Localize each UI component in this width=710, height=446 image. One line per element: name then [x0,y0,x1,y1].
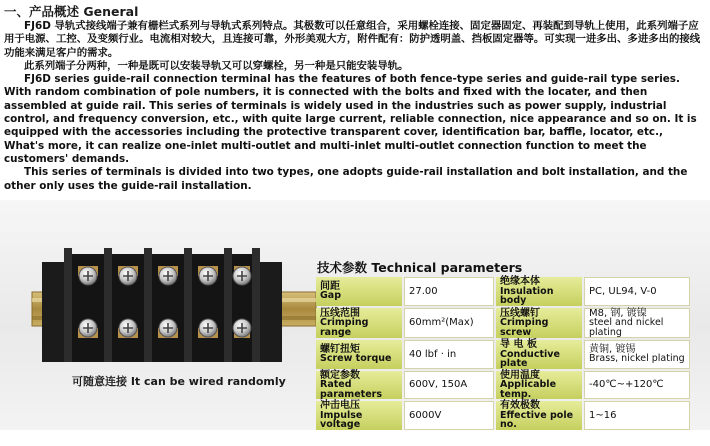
param-label-zh: 绝缘本体 [500,276,540,287]
param-value: 600V, 150A [404,371,494,400]
param-label [316,340,402,369]
param-label-en: Effective pole no. [500,409,574,430]
param-label [496,340,582,369]
param-label-zh: 螺钉扭矩 [320,343,360,355]
param-value: 40 lbf · in [404,340,494,369]
param-value-line-1: 黄铜, 镀锡 [589,343,636,355]
param-label-zh: 导 电 板 [500,339,537,350]
param-label [316,401,402,430]
param-value-line-1: PC, UL94, V-0 [589,285,657,297]
param-label-en: Applicable temp. [500,379,557,400]
param-label [316,308,402,339]
param-label-zh: 使用温度 [500,369,540,381]
param-label-zh: 压线范围 [320,307,360,319]
param-value [584,371,690,400]
intro-en-paragraph-2: This series of terminals is divided into two types, one adopts guide-rail installation and bolt installation, and the other only uses the guide-rail installation. [4,166,688,192]
params-row [316,401,690,430]
param-value [584,277,690,306]
intro-zh-paragraph-1: FJ6D 导轨式接线端子兼有栅栏式系列与导轨式系列特点。其极数可以任意组合，采用螺栓连接、固定器固定、再装配到导轨上使用，此系列端子应用于电源、工控、及变频行业。电流相对较大，且连接可靠，外形美观大方，附件配有：防护透明盖、挡板固定器等。可实现一进多出、多进多出的接线功能来满足客户的需求。 [4,20,701,59]
param-label-en: Impulse voltage [320,409,363,430]
param-label [496,277,582,306]
intro-zh-paragraph-2: 此系列端子分两种，一种是既可以安装导轨又可以穿螺栓，另一种是只能安装导轨。 [24,59,409,72]
params-row [316,308,690,339]
param-value-line-1: 1~16 [589,409,617,421]
technical-parameters-table [314,275,692,432]
param-value-line-2: Brass, nickel plating [589,353,685,365]
param-label-en: Rated parameters [320,379,382,400]
param-label-zh: 额定参数 [320,369,360,381]
param-label-en: Conductive plate [500,348,560,369]
param-label [316,277,402,306]
param-label [496,371,582,400]
terminal-block-photo [28,248,320,366]
param-value-line-2: steel and nickel plating [589,317,664,338]
param-label-zh: 冲击电压 [320,400,360,411]
param-value [584,308,690,339]
param-label-en: Insulation body [500,285,554,306]
param-label [316,371,402,400]
section-heading: 一、产品概述 General [4,4,139,19]
param-label-en: Crimping range [320,317,369,338]
intro-text [4,20,706,193]
param-label-zh: 压线螺钉 [500,307,540,319]
param-label [496,308,582,339]
param-value: 60mm²(Max) [404,308,494,339]
intro-en-paragraph-1: FJ6D series guide-rail connection terminal has the features of both fence-type series and guide-rail type series. With random combination of pole numbers, it is connected with the bolts and fixed with the locater, and then assembled at guide rail. This series of terminals is widely used in the industries such as power supply, industrial control, and frequency conversion, etc., with quite large current, reliable connection, nice appearance and so on. It is equipped with the accessories including the protective transparent cover, identification bar, baffle, locator, etc., What's more, it can realize one-inlet multi-outlet and multi-inlet multi-outlet connection function to meet the customers' demands. [4,73,697,165]
param-value-line-1: -40℃~+120℃ [589,379,664,390]
param-label-zh: 间距 [320,280,340,292]
params-row [316,371,690,400]
params-row [316,340,690,369]
params-title: 技术参数 Technical parameters [317,260,523,275]
params-row [316,277,690,306]
param-label-en: Gap [320,290,342,302]
param-label-en: Crimping screw [500,317,549,338]
param-value: 27.00 [404,277,494,306]
param-value: 6000V [404,401,494,430]
param-label-zh: 有效极数 [500,400,540,411]
param-label-en: Screw torque [320,353,392,365]
param-value [584,340,690,369]
param-value-line-1: M8, 钢, 镀镍 [589,307,647,319]
photo-caption: 可随意连接 It can be wired randomly [72,375,286,388]
param-label [496,401,582,430]
param-value [584,401,690,430]
